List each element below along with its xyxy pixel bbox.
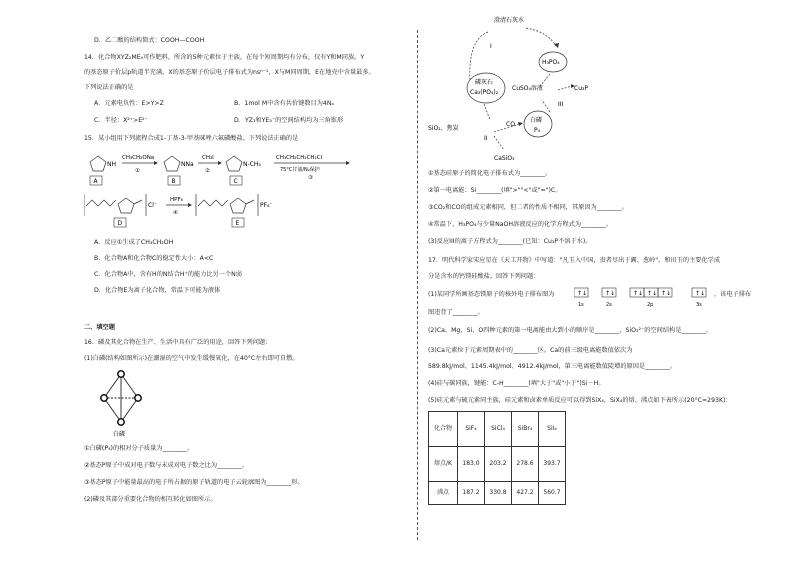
table-header-cell: SiF₄ [458, 412, 485, 447]
table-header-cell: 化合物 [429, 412, 458, 447]
q17-part1-end: 图违背了________。 [428, 309, 484, 316]
q16-part2: (2)磷及其部分重要化合物的相互转化如图所示。 [84, 496, 217, 503]
table-header-cell: SiBr₄ [512, 412, 539, 447]
table-cell: 278.6 [512, 447, 539, 482]
condition-3: 75°C甘油/N₂保护 [280, 167, 320, 173]
ionic-liquid-e [196, 194, 258, 216]
orbital-1s: 1s [578, 302, 584, 308]
table-cell: 183.0 [458, 447, 485, 482]
q16-r1: ①基态硅原子的简化电子排布式为________。 [428, 170, 552, 177]
nna-label: NNa [181, 161, 194, 168]
table-cell: 560.7 [539, 482, 566, 505]
cycle-rock-2: Ca₃(PO₄)₂ [470, 89, 499, 96]
cycle-p4-label-2: P₄ [534, 127, 541, 134]
q15-option-b: B．化合物A和化合物C的稳定性大小：A<C [94, 255, 214, 262]
q16-r5: (3)反应III的离子方程式为________(已知：Cu₃P不溶于水)。 [428, 238, 592, 245]
arrowhead-3 [346, 161, 350, 165]
orbital-diagram [574, 287, 724, 309]
ionic-liquid-d [84, 194, 146, 216]
reagent-4: HPF₆ [170, 197, 183, 203]
table-row [429, 482, 566, 505]
table-cell: 203.2 [485, 447, 512, 482]
q17-stem-1: 17．明代科学家宋应星在《天工开物》中写道："凡玉入中国，贵者尽出于阗、葱岭"。和田玉的主要化学成 [428, 257, 721, 264]
q14-stem-3: 下列说法正确的是 [84, 84, 134, 91]
q17-part4: (4)硅与碳同族，键能：C-H________(填"大于"或"小于")Si－H。 [428, 380, 605, 387]
reagent-3: CH₃CH₂CH₂CH₂Cl [276, 155, 323, 161]
q14-option-a: A．元素电负性：E>Y>Z [94, 100, 164, 107]
table-header-cell: SiI₄ [539, 412, 566, 447]
q14-option-b: B．1mol M中含有共价键数目为4Nₐ [234, 100, 334, 107]
reagent-2: CH₃I [202, 155, 214, 161]
pf6-label: PF₆⁻ [260, 202, 273, 209]
orbital-3s: 3s [696, 302, 702, 308]
table-cell: 330.8 [485, 482, 512, 505]
p4-caption: 白磷 [113, 431, 126, 438]
phosphorus-cycle-diagram [428, 10, 598, 195]
step-1: ① [135, 168, 140, 174]
table-cell: 427.2 [512, 482, 539, 505]
step-4: ④ [173, 210, 178, 216]
step-2: ② [205, 168, 210, 174]
imidazole-ring-c [226, 156, 242, 171]
q14-option-c: C．半径：X²⁺>E²⁻ [94, 117, 148, 124]
q16-q3: ③基态P原子中能量最高的电子所占据的原子轨道的电子云轮廓图为________形。 [84, 479, 304, 486]
q17-part2: (2)Ca、Mg、Si、O四种元素的第一电离能由大到小的顺序是________，SiO₃²⁻的空间结构是________。 [428, 327, 713, 334]
svg-text:↑↓: ↑↓ [647, 290, 658, 297]
cycle-casio3: CaSiO₃ [494, 155, 515, 162]
label-d: D [117, 220, 123, 227]
nch3-label: N-CH₃ [243, 161, 261, 168]
chloride-label: Cl⁻ [148, 202, 158, 209]
column-divider [417, 30, 418, 540]
cycle-cu3p: Cu₃P [574, 85, 589, 92]
imidazole-ring-b [164, 156, 180, 171]
cycle-cuso4: CuSO₄溶液 [512, 85, 543, 92]
nh-label: NH [107, 161, 116, 168]
q16-part1: (1)白磷(结构如图所示)在潮湿的空气中发生缓慢氧化，在40°C左右即可自燃。 [84, 355, 299, 362]
cycle-co: CO [506, 121, 515, 128]
label-e: E [235, 220, 240, 227]
q17-part1: (1)某同学所画基态镁原子的核外电子排布图为 [428, 291, 555, 298]
q16-r2: ②第一电离能：Si________(填">""<"或"=")C。 [428, 187, 562, 194]
white-phosphorus-structure [98, 368, 144, 440]
cycle-iii: III [558, 101, 564, 108]
q17-stem-2: 分是含水的钙镁硅酸盐。回答下列问题： [428, 273, 540, 280]
arrowhead-4 [188, 203, 192, 207]
q15-option-d: D．化合物E为离子化合物，常温下可能为液体 [94, 287, 221, 294]
step-3: ③ [308, 175, 313, 181]
q16-r4: ④常温下，H₃PO₄与少量NaOH溶液反应的化学方程式为________。 [428, 221, 613, 228]
orbital-2s: 2s [606, 302, 612, 308]
q15-stem: 15．某小组用下列流程合成1-丁基-3-甲基咪唑六氟磷酸盐。下列说法正确的是 [84, 135, 299, 142]
silicon-halide-table [428, 411, 566, 505]
q16-stem: 16．磷及其化合物在生产、生活中具有广泛的用途，回答下列问题： [84, 339, 272, 346]
svg-text:↑↓: ↑↓ [695, 290, 706, 297]
q17-part1-tail: ，该电子排布 [714, 291, 752, 298]
label-a: A [93, 178, 98, 185]
q15-option-c: C．化合物A中，含有H的N结合H⁺的能力比另一个N弱 [94, 271, 242, 278]
option-d-line: D．乙二酸的结构简式：COOH—COOH [94, 37, 205, 44]
svg-text:↑↓: ↑↓ [633, 290, 644, 297]
q14-stem-1: 14．化合物XYZ₂ME₄可作肥料，所含的5种元素位于主族，在每个短周期均有分布，仅有Y和M同族。Y [84, 54, 365, 61]
table-row-label: 沸点 [429, 482, 458, 505]
q14-stem-2: 的基态原子价层p轨道半充满，X的基态原子价层电子排布式为nsⁿ⁻¹，X与M同周期，E在地壳中含量最多。 [84, 69, 375, 76]
label-b: B [171, 178, 176, 185]
table-cell: 187.2 [458, 482, 485, 505]
q17-part5: (5)硅元素与硫元素同主族，硅元素和卤素单质反应可以得到SiX₄，SiX₄的熔、沸点如下表所示(20°C≈293K)： [428, 397, 732, 404]
reagent-1: CH₃CH₂ONa [122, 155, 155, 161]
cycle-i: I [490, 43, 492, 50]
q14-option-d: D．YZ₃和YE₃⁻的空间结构均为三角锥形 [234, 117, 344, 124]
table-cell: 393.7 [539, 447, 566, 482]
cycle-sio2: SiO₂、焦炭 [428, 125, 459, 132]
table-header-row [429, 412, 566, 447]
imidazole-ring-a [90, 156, 106, 171]
table-row-label: 熔点/K [429, 447, 458, 482]
q15-option-a: A．反应①生成了CH₃CH₂OH [94, 239, 174, 246]
table-row [429, 447, 566, 482]
svg-text:↑↓: ↑↓ [577, 290, 588, 297]
q16-q2: ②基态P原子中成对电子数与未成对电子数之比为________。 [84, 462, 248, 469]
synthesis-scheme [84, 146, 404, 232]
cycle-p4-label-1: 白磷 [530, 117, 543, 124]
svg-text:↑↓: ↑↓ [605, 290, 616, 297]
q16-q1: ①白磷(P₄)的相对分子质量为________。 [84, 445, 194, 452]
orbital-2p: 2p [647, 302, 654, 308]
q17-part3-values: 589.8kJ/mol、1145.4kJ/mol、4912.4kJ/mol，第三电离能数值陡增的原因是________。 [428, 363, 677, 370]
label-c: C [233, 178, 238, 185]
cycle-lime-water: 澄清石灰水 [494, 17, 525, 24]
cycle-rock-1: 磷灰石 [475, 79, 494, 86]
q16-r3: ③CO₂和CO的组成元素相同，但二者的性质不相同，其原因为________。 [428, 204, 628, 211]
arrowhead-2 [218, 161, 222, 165]
q17-part3: (3)Ca元素位于元素周期表中的________区。Ca的前三级电离能数值依次为 [428, 347, 633, 354]
cycle-h3po4: H₃PO₄ [542, 59, 560, 66]
cycle-ii: II [484, 135, 488, 142]
table-header-cell: SiCl₄ [485, 412, 512, 447]
svg-text:↑↓: ↑↓ [661, 290, 672, 297]
arrowhead-1 [154, 161, 158, 165]
section-heading: 二、填空题 [84, 324, 115, 331]
